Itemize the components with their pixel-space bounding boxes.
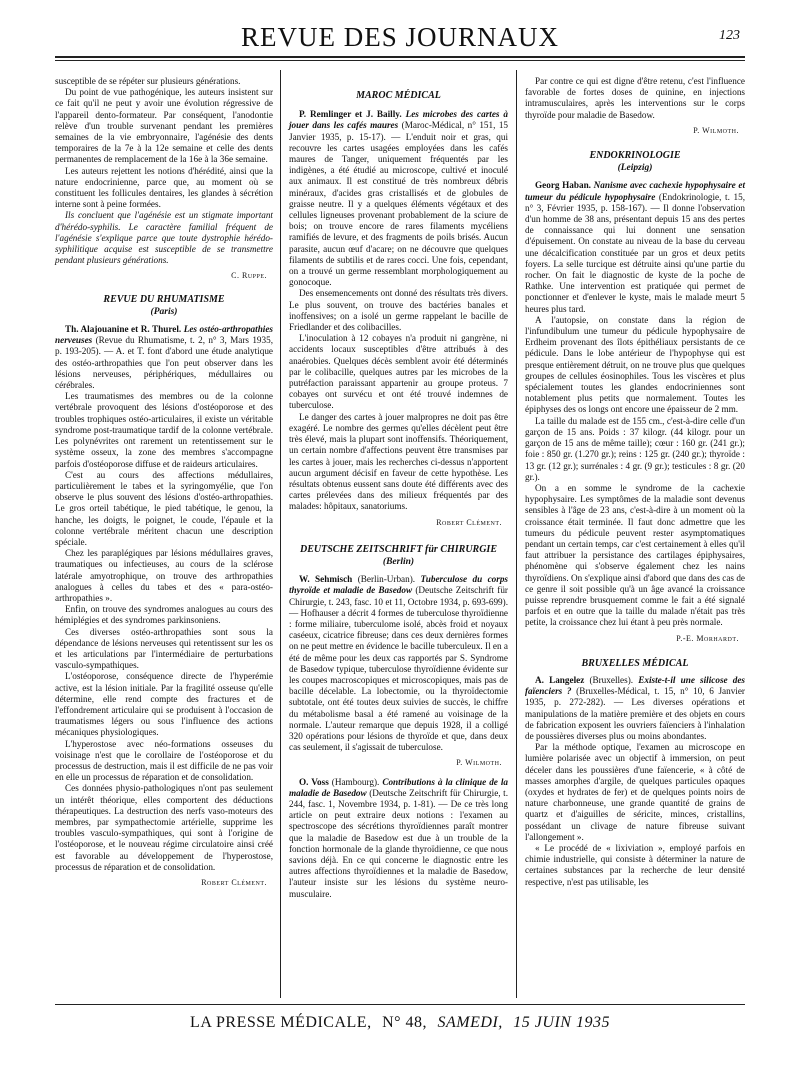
footer-issue: N° 48,: [382, 1014, 428, 1031]
paragraph: Les auteurs rejettent les notions d'hérédité, ainsi que la nature endocrinienne, parce que, au moment où se constituent les follicules dentaires, les glandes à sécrétion interne sont à peine formées.: [55, 165, 273, 210]
signature: P. Wilmoth.: [693, 125, 739, 135]
column-middle: [289, 76, 508, 900]
article-body: (Maroc-Médical, n° 151, 15 Janvier 1935, p. 15-17). — L'enduit noir et gras, qui recouvre les cartes usagées employées dans les cafés maures de Tanger, uniquement fréquentés par les indigènes, a été étudié au microscope, cultivé et inoculé aux animaux. Il est constitué de très nombreux débris minéraux, d'acides gras cristallisés et de globules de graisse neutre. Il y a quelques éléments végétaux et des cellules ligneuses provenant probablement de la sciure de bois; on trouve encore de rares filaments mycéliens ramifiés de levure, et des fragments de poils brisés. Aucun parasite, aucun œuf d'acare; on ne découvre que quelques filaments de subtilis et de rares cocci. Une fois, cependant, on a trouvé un germe ressemblant morphologiquement au gonocoque.: [289, 120, 509, 288]
section-subheading: (Leipzig): [617, 163, 653, 174]
header-rule-thin: [55, 60, 745, 61]
article-authors: W. Sehmisch: [299, 574, 353, 585]
article: [55, 324, 273, 391]
article-title: Tuberculose du corps thyroïde et maladie de Basedow: [289, 574, 508, 596]
paragraph: Ils concluent que l'agénésie est un stigmate important d'hérédo-syphilis. Le caractère familial fréquent de l'agénésie s'explique parce que toute dystrophie hérédo-syphilitique acquise est susceptible de se transmettre pendant plusieurs générations.: [55, 210, 273, 266]
article-authors: Georg Haban.: [535, 180, 591, 191]
section-heading: BRUXELLES MÉDICAL: [581, 657, 689, 669]
section-subheading: (Berlin): [382, 556, 415, 567]
article-authors: O. Voss: [299, 776, 329, 787]
paragraph: Les traumatismes des membres ou de la colonne vertébrale provoquent des lésions d'ostéoporose et des troubles trophiques ostéo-articulaires, il existe un véritable syndrome post-traumatique tardif de la colonne vertébrale. Les polynévrites ont rarement un retentissement sur le système osseux, la zone des membres s'accompagne parfois d'ostéoporose diffuse et de raideurs articulaires.: [55, 391, 273, 469]
section-heading: REVUE DU RHUMATISME: [103, 293, 225, 305]
article-title: Contributions à la clinique de la maladie de Basedow: [289, 776, 508, 798]
page-footer: [0, 1014, 800, 1032]
paragraph: La taille du malade est de 155 cm., c'est-à-dire celle d'un garçon de 15 ans. Poids : 37 kilogr. (44 kilogr. pour un garçon de 15 ans de même taille); cœur : 160 gr. (241 gr.); foie : 850 gr. (1.270 gr.); reins : 125 gr. (240 gr.); thyroïde : 13 gr. (12 gr.); surrénales : 4 gr. (9 gr.); testicules : 8 gr. (20 gr.).: [525, 415, 745, 482]
section-subheading: (Paris): [150, 306, 178, 317]
paragraph: Du point de vue pathogénique, les auteurs insistent sur ce fait qu'il ne peut y avoir une évolution régressive de l'appareil dento-formateur. Par conséquent, l'anodontie relève d'un trouble survenant pendant les premières semaines de la vie embryonnaire, l'agénésie des dents temporaires de la 7e à la 12e semaine et celle des dents permanentes de remplacement de la 16e à la 36e semaine.: [55, 87, 273, 165]
paragraph: On a en somme le syndrome de la cachexie hypophysaire. Les symptômes de la maladie sont devenus sensibles à l'âge de 23 ans, c'est-à-dire à un moment où la croissance était terminée. Il faut donc admettre que les tumeurs du pédicule peuvent rester asymptomatiques pendant un certain temps, car c'est certainement à elles qu'il faut attribuer la persistance des cartilages épiphysaires, phénomène qui s'observe également chez les nains thyroïdiens. On s'explique ainsi d'abord que dans des cas de ce genre il soit possible qu'à un âge avancé la croissance puisse reprendre brusquement comme le fait a été signalé parfois et en outre que la taille du malade n'était pas très petite, la croissance chez lui étant à peu près normale.: [525, 482, 745, 628]
article-place: (Bruxelles).: [589, 674, 634, 685]
paragraph: Le danger des cartes à jouer malpropres ne doit pas être exagéré. Le nombre des germes qu'elles décèlent peut être très élevé, mais la plupart sont inoffensifs. Théoriquement, un certain nombre d'affections peuvent être transmises par les cartes à jouer, mais les recherches ci-dessus n'apportent aucun argument décisif en faveur de cette hypothèse. Les résultats obtenus eussent sans doute été différents avec des cartes prélevées dans des milieux fréquentés par des malades: hôpitaux, sanatoriums.: [289, 411, 508, 512]
footer-day: SAMEDI,: [437, 1014, 503, 1031]
column-divider: [280, 70, 281, 998]
page-title: REVUE DES JOURNAUX: [240, 22, 559, 52]
paragraph: L'inoculation à 12 cobayes n'a produit ni gangrène, ni accidents locaux susceptibles d'être attribués à des anaérobies. Quelques décès semblent avoir été déterminés par le colibacille, quelques autres par les microbes de la putréfaction paraissant appartenir au groupe proteus. 7 cobayes ont survécu et ont été trouvé indemnes de tuberculose.: [289, 333, 508, 411]
article-place: (Hambourg).: [331, 776, 380, 787]
signature: C. Ruppe.: [231, 271, 267, 281]
paragraph: Des ensemencements ont donné des résultats très divers. Le plus souvent, on trouve des bactéries banales et inoffensives; on a isolé un germe rappelant le bacille de Friedlander et des colibacilles.: [289, 288, 508, 333]
article-authors: A. Langelez: [535, 674, 585, 685]
paragraph: « Le procédé de « lixiviation », employé parfois en chimie industrielle, qui consiste à déterminer la nature de certaines substances par la recherche de leur densité respective, n'est pas utilisable, les: [525, 843, 745, 887]
column-left: [55, 76, 273, 894]
article-place: (Berlin-Urban).: [357, 574, 416, 585]
article: [289, 109, 508, 288]
paragraph: L'hyperostose avec néo-formations osseuses du voisinage n'est que le corollaire de l'ostéoporose et du processus de destruction, mais il est difficile de ne pas voir en elle un processus de réparation et de consolidation.: [55, 738, 273, 783]
section-heading: DEUTSCHE ZEITSCHRIFT für CHIRURGIE: [300, 543, 497, 555]
paragraph: Chez les paraplégiques par lésions médullaires graves, traumatiques ou infectieuses, au cours de la sclérose latérale amyotrophique, on trouve des arthropathies analogues à celles du tabes et des « para-ostéo-arthropathies ».: [55, 548, 273, 603]
article-title: Nanisme avec cachexie hypophysaire et tumeur du pédicule hypophysaire: [525, 180, 746, 202]
paragraph: L'ostéoporose, conséquence directe de l'hyperémie active, est la lésion initiale. Par la fragilité osseuse qu'elle détermine, elle rend compte des fractures et de l'effondrement articulaire qui se produisent à l'occasion de traumatismes légers ou sous l'influence des actions mécaniques physiologiques.: [55, 671, 273, 738]
section-heading: ENDOKRINOLOGIE: [589, 150, 681, 162]
page-number: 123: [719, 28, 740, 43]
article-authors: P. Remlinger et J. Bailly.: [299, 109, 402, 120]
signature: Robert Clément.: [436, 517, 502, 527]
footer-date: 15 JUIN 1935: [513, 1014, 610, 1031]
paragraph: A l'autopsie, on constate dans la région de l'infundibulum une tumeur du pédicule hypophysaire de Erdheim provenant des îlots épithéliaux persistants de ce pédicule. Dans le lobe antérieur de l'hypophyse qui est presque entièrement détruit, on ne trouve plus que quelques groupes de cellules éosinophiles. Tous les viscères et plus spécialement toutes les glandes endocriniennes sont notablement plus petits que normalement. Toutes les épiphyses des os longs ont encore une épaisseur de 2 mm.: [525, 314, 745, 415]
paragraph: Ces diverses ostéo-arthropathies sont sous la dépendance de lésions nerveuses qui retentissent sur les os et les articulations par l'intermédiaire de perturbations vasculo-sympathiques.: [55, 626, 273, 671]
paragraph: C'est au cours des affections médullaires, particulièrement le tabes et la syringomyélie, que l'on observe le plus souvent des lésions d'ostéo-arthropathies. Le gros orteil tabétique, le pied tabétique, le genou, la hanche, les doigts, le poignet, le coude, l'épaule et la colonne vertébrale méritent chacun une description spéciale.: [55, 469, 273, 547]
paragraph: Par la méthode optique, l'examen au microscope en lumière polarisée avec un objectif à immersion, on peut déceler dans les poussières d'une faïencerie, « à côté de masses amorphes d'argile, de quelques particules opaques (oxydes et hydrates de fer) et de quelques points noirs de nature charbonneuse, une grande quantité de grains de quartz et d'aiguilles de séricite, minces, cristallins, possédant un clivage de nature fibreuse suivant l'allongement ».: [525, 742, 745, 842]
footer-journal: LA PRESSE MÉDICALE,: [190, 1014, 372, 1031]
footer-rule: [55, 1004, 745, 1005]
column-divider: [516, 70, 517, 998]
article-title: Existe-t-il une silicose des faïenciers ?: [525, 674, 745, 697]
article: [525, 180, 745, 314]
article: [289, 574, 508, 753]
paragraph: Enfin, on trouve des syndromes analogues au cours des hémiplégies et des syndromes parkinsoniens.: [55, 604, 273, 626]
header-rule: [55, 56, 745, 58]
signature: Robert Clément.: [201, 878, 267, 888]
article: [289, 777, 508, 900]
article-body: (Bruxelles-Médical, t. 15, n° 10, 6 Janvier 1935, p. 272-282). — Les diverses opérations et manipulations de la matière première et des objets en cours de fabrication exposent les ouvriers faïenciers à l'inhalation de poussières diverses plus ou moins abondantes.: [525, 686, 745, 741]
paragraph: Ces données physio-pathologiques n'ont pas seulement un intérêt théorique, elles comportent des déductions thérapeutiques. La destruction des nerfs vaso-moteurs des membres, par sympathectomie artérielle, supprime les troubles vasculo-sympathiques, qui sont à l'origine de l'ostéoporose, et le nouveau régime circulatoire ainsi créé est favorable au développement de l'hyperostose, processus de réparation et de consolidation.: [55, 783, 273, 872]
signature: P. Wilmoth.: [456, 758, 502, 768]
article-body: (Deutsche Zeitschrift für Chirurgie, t. 243, fasc. 10 et 11, Octobre 1934, p. 693-699). — Hofhauser a décrit 4 formes de tuberculose thyroïdienne : forme miliaire, tuberculome isolé, abcès froid et noyaux caséeux, cicatrice fibreuse; dans ces deux dernières formes on ne peut mettre en évidence le bacille tuberculeux. Il en a été de même pour les deux cas rapportés par S. Syndrome de Basedow typique, tuberculose thyroïdienne évidente sur les coupes macroscopiques et microscopiques, mais pas de bacille décelable. La lobectomie, ou la thyroïdectomie subtotale, ont été toutes deux suivies de succès, le chiffre du métabolisme basal a été ramené au voisinage de la normale. L'auteur remarque que depuis 1928, il a colligé 320 opérations pour lésions de thyroïde et que, dans deux cas seulement, il s'agissait de tuberculose.: [289, 585, 508, 753]
article-title: Les microbes des cartes à jouer dans les cafés maures: [289, 109, 508, 131]
article-title: Les ostéo-arthropathies nerveuses: [55, 324, 274, 346]
paragraph: susceptible de se répéter sur plusieurs générations.: [55, 76, 241, 86]
signature: P.-E. Morhardt.: [676, 633, 739, 643]
paragraph: Par contre ce qui est digne d'être retenu, c'est l'influence favorable de fortes doses de quinine, en injections intramusculaires, après les interventions sur le corps thyroïde pour maladie de Basedow.: [525, 76, 745, 120]
section-heading: MAROC MÉDICAL: [356, 90, 441, 101]
article: [525, 675, 745, 742]
article-body: (Revue du Rhumatisme, t. 2, n° 3, Mars 1935, p. 193-205). — A. et T. font d'abord une étude analytique des ostéo-arthropathies que l'on peut observer dans les lésions nerveuses, périphériques, médullaires ou cérébrales.: [55, 335, 273, 391]
column-right: [525, 76, 745, 888]
article-authors: Th. Alajouanine et R. Thurel.: [65, 324, 182, 335]
article-body: (Deutsche Zeitschrift für Chirurgie, t. 244, fasc. 1, Novembre 1934, p. 1-81). — De ce très long article on peut extraire deux notions : l'examen au spectroscope des sécrétions thyroïdiennes paraît montrer que la maladie de Basedow est due à un trouble de la fonction hormonale de la glande thyroïdienne, ce que nous savions déjà. En ce qui concerne le diagnostic entre les autres affections thyroïdiennes et la maladie de Basedow, l'auteur insiste sur les lésions du système neuro-musculaire.: [289, 787, 509, 899]
article-body: (Endokrinologie, t. 15, n° 3, Février 1935, p. 158-167). — Il donne l'observation d'un homme de 38 ans, présentant depuis 15 ans des pertes de connaissance qui lui donnent une sensation d'épuisement. On constate au niveau de la base du cerveau une décalcification constituée par un gros et deux petits foyers. La selle turcique est détruite ainsi qu'une partie du rocher. On fait le diagnostic de kyste de la poche de Rathke. Une intervention est pratiquée qui permet de ponctionner et d'enlever le kyste, mais le malade meurt 5 heures plus tard.: [525, 191, 745, 314]
